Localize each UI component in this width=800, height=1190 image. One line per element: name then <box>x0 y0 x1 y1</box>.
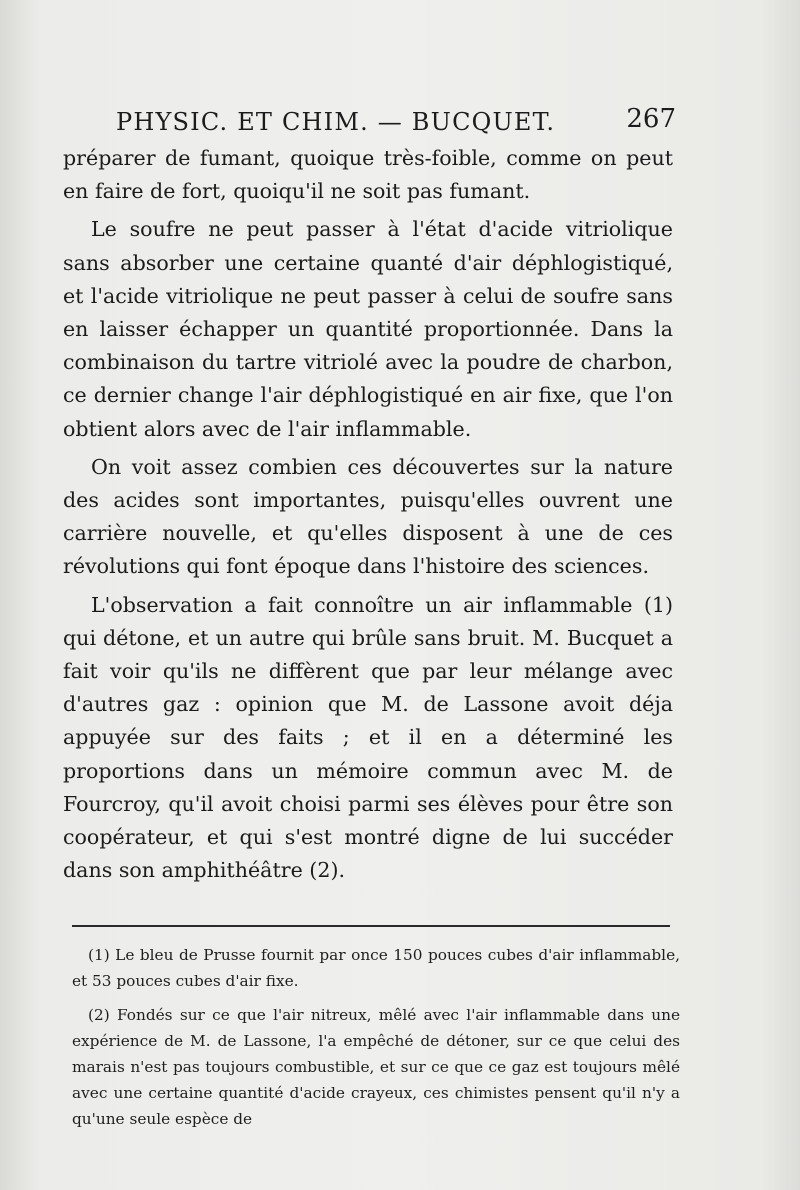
footnotes <box>72 942 680 1132</box>
page-header <box>116 102 676 142</box>
paragraph-decouvertes: On voit assez combien ces découvertes sur la nature des acides sont importantes, puisqu'elles ouvrent une carrière nouvelle, et qu'elles disposent à une de ces révolutions qui font époque dans l'histoire des sciences. <box>63 454 673 579</box>
paragraph-soufre: Le soufre ne peut passer à l'état d'acide vitriolique sans absorber une certaine quanté d'air déphlogistiqué, et l'acide vitriolique ne peut passer à celui de soufre sans en laisser échapper un quantité proportionnée. Dans la combinaison du tartre vitriolé avec la poudre de charbon, ce dernier change l'air déphlogistiqué en air fixe, que l'on obtient alors avec de l'air inflammable. <box>63 217 673 441</box>
main-text <box>63 142 673 887</box>
footnote-1: (1) Le bleu de Prusse fournit par once 150 pouces cubes d'air inflammable, et 53 pouces cubes d'air fixe. <box>72 946 680 990</box>
running-title: PHYSIC. ET CHIM. — BUCQUET. <box>116 108 556 136</box>
paragraph-continuation: préparer de fumant, quoique très-foible, comme on peut en faire de fort, quoiqu'il ne soit pas fumant. <box>63 146 673 204</box>
footnote-divider <box>72 925 670 927</box>
page-number: 267 <box>626 104 676 134</box>
footnote-2: (2) Fondés sur ce que l'air nitreux, mêlé avec l'air inflammable dans une expérience de M. de Lassone, l'a empêché de détoner, sur ce que celui des marais n'est pas toujours combustible, et sur ce que ce gaz est toujours mêlé avec une certaine quantité d'acide crayeux, ces chimistes pensent qu'il n'y a qu'une seule espèce de <box>72 1006 680 1128</box>
paragraph-observation: L'observation a fait connoître un air inflammable (1) qui détone, et un autre qui brûle sans bruit. M. Bucquet a fait voir qu'ils ne diffèrent que par leur mélange avec d'autres gaz : opinion que M. de Lassone avoit déja appuyée sur des faits ; et il en a déterminé les proportions dans un mémoire commun avec M. de Fourcroy, qu'il avoit choisi parmi ses élèves pour être son coopérateur, et qui s'est montré digne de lui succéder dans son amphithéâtre (2). <box>63 592 673 883</box>
